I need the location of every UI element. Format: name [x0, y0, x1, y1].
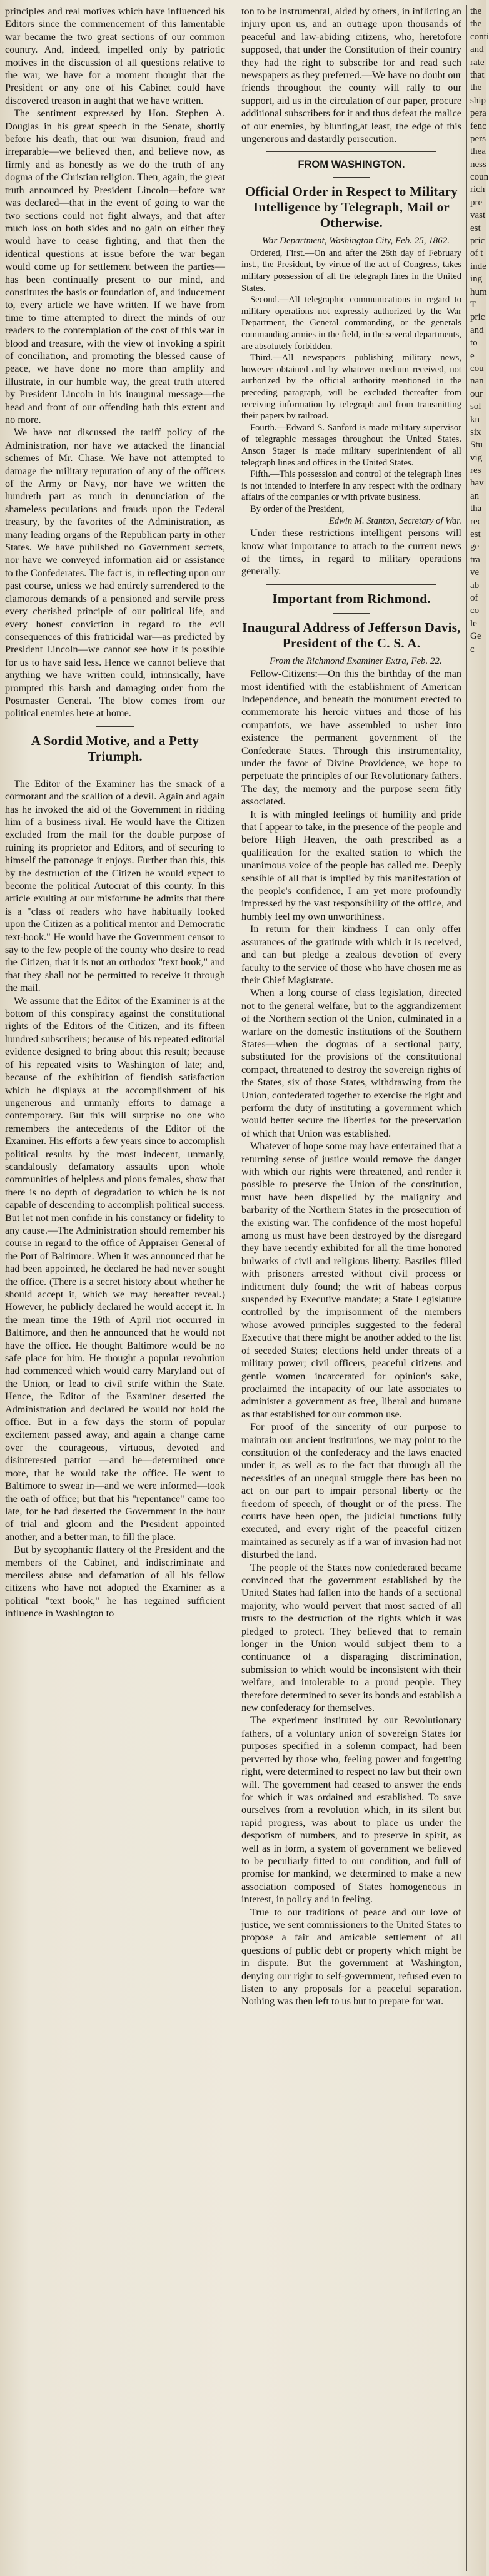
source-line: From the Richmond Examiner Extra, Feb. 22. [270, 656, 442, 666]
article-paragraph: ton to be instrumental, aided by others, in inflicting an injury upon us, and an outrage upon thousands of peaceful and law-abiding citizens, who, heretofore supposed, that under the Constitution of their country they had the right to subscribe for and read such newspapers as they preferred.—We have no doubt our friends throughout the county will rally to our support, aid us in the circulation of our paper, procure additional subscribers for it and thus defeat the malice of our enemies, by blunting,at least, the edge of this ungenerous and dastardly persecution. [241, 6, 462, 145]
edge-fragment: tha [470, 504, 482, 514]
edge-fragment: hum [470, 287, 487, 297]
order-paragraph: Second.—All telegraphic communications in regard to military operations not expressly authorized by the War Department, the General commanding, or the generals commanding armies in the field, in the several departments, are absolutely forbidden. [241, 295, 461, 352]
divider [266, 584, 436, 585]
edge-fragment: pera [470, 108, 486, 119]
edge-fragment: Ge [470, 631, 481, 642]
section-headline: A Sordid Motive, and a Petty Triumph. [31, 733, 199, 764]
right-column [241, 5, 461, 2571]
article-paragraph: But by sycophantic flattery of the President and the members of the Cabinet, and indiscriminate and merciless abuse and defamation of all his fellow citizens who have not adopted the Examiner as a political "text book," he has regained sufficient influence in Washington to [5, 1544, 225, 1620]
washington-headline: FROM WASHINGTON. [298, 159, 405, 171]
richmond-headline: Important from Richmond. [272, 591, 431, 606]
article-paragraph: The sentiment expressed by Hon. Stephen A. Douglas in his great speech in the Senate, shortly before his death, that our war disunion, fraud and irreparable—we believed then, and believe now, as firmly and as honestly as we do the truth of any dogma of the Christian religion. Then, again, the great truth announced by President Lincoln—before war was declared—that in the event of going to war the two sections could not fight always, and that after much loss on both sides and no gain on either they would have to cease fighting, and that then the identical questions at issue before the war began would come up for settlement between the parties—has been continually present to our mind, and constitutes the basis or foundation of, and inducement to, every article we have written. If we have from time to time attempted to direct the minds of our readers to the contemplation of the cost of this war in blood and treasure, with the view of invoking a spirit of conciliation, and promoting the blessed cause of peace, we have done no more than amplify and illustrate, in our humble way, the great truth uttered by President Lincoln in his inaugural message—the head and front of our offending hath this extent and no more. [5, 108, 225, 425]
edge-fragment: pre [470, 197, 483, 208]
edge-fragment: le [470, 618, 477, 629]
divider [266, 151, 436, 152]
edge-fragment: ness [470, 159, 486, 170]
article-paragraph: Whatever of hope some may have entertained that a returning sense of justice would remove the danger with which our rights were threatened, and render it possible to preserve the Union of the constitution, must have been dispelled by the malignity and barbarity of the Northern States in the prosecution of the existing war. The confidence of the most hopeful among us must have been destroyed by the disregard they have recently exhibited for all the time honored bulwarks of civil and religious liberty. Bastiles filled with prisoners arrested without civil process or indictment duly found; the writ of habeas corpus suspended by Executive mandate; a State Legislature controlled by the imprisonment of the members whose avowed principles suggested to the federal Executive that there might be another added to the list of seceded States; elections held under threats of a military power; civil officers, peaceful citizens and gentle women incarcerated for opinion's sake, proclaimed the incapacity of our late associates to administer a government as free, liberal and humane as that established for our common use. [241, 1140, 461, 1420]
edge-fragment: vast [470, 210, 486, 221]
order-headline: Official Order in Respect to Military Intelligence by Telegraph, Mail or Otherwise. [245, 184, 458, 231]
edge-fragment: ab [470, 580, 480, 591]
article-paragraph: Fellow-Citizens:—On this the birthday of the man most identified with the establishment of American Independence, and beneath the monument erected to commemorate his heroic virtues and those of his compatriots, we have assembled to usher into existence the permanent government of the Confederate States. Through this instrumentality, under the favor of Divine Providence, we hope to perpetuate the principles of our Revolutionary fathers. The day, the memory and the purpose seem fitly associated. [241, 668, 461, 808]
column-rule [466, 5, 467, 2571]
edge-fragment: pric [470, 236, 485, 246]
article-paragraph: In return for their kindness I can only offer assurances of the gratitude with which it is received, and can but pledge a zealous devotion of every faculty to the service of those who have chosen me as their Chief Magistrate. [241, 923, 461, 986]
article-paragraph: We assume that the Editor of the Examiner is at the bottom of this conspiracy against the constitutional rights of the Editors of the Citizen, and its fifteen hundred subscribers; because of his repeated editorial evidence designed to bring about this result; because of his repeated visits to Washington of late; and, because of the exhibition of fiendish satisfaction which he displays at the accomplishment of his ungenerous and unmanly efforts to damage a contemporary. But this will surprise no one who remembers the antecedents of the Editor of the Examiner. His efforts a few years since to accomplish political results by the most indecent, unmanly, scandalously defamatory assaults upon whole communities of helpless and pious females, show that there is no depth of degradation to which he is not capable of descending to accomplish political success. But let not men confide in his constancy or fidelity to any cause.—The Administration should remember his course in regard to the office of Appraiser General of the Port of Baltimore. When it was announced that he had been appointed, he declared he had never sought the office. (There is a secret history about whether he should accept it, which we may hereafter reveal.) However, he publicly declared he would accept it. In the mean time the 19th of April riot occurred in Baltimore, and then he announced that he would not have the office. He thought Baltimore would be no safe place for him. He thought a popular revolution had commenced which would carry Maryland out of the Union, or lead to civil strife within the State. Hence, the Editor of the Examiner deserted the Administration and declared he would not hold the office. But in a few days the storm of popular excitement passed away, and again a change came over the courageous, virtuous, devoted and disinterested patriot —and he—determined once more, that he would take the office. He went to Baltimore to swear in—and we were informed—took the oath of office; but that his "repentance" came too late, for he had deserted the Government in the hour of trial and gloom and the President appointed another, and a better man, to fill the place. [5, 995, 225, 1543]
edge-fragment: of t [470, 248, 483, 259]
article-paragraph: For proof of the sincerity of our purpose to maintain our ancient institutions, we may point to the constitution of the confederacy and the laws enacted under it, as well as to the fact that through all the necessities of an unequal struggle there has been no act on our part to impair personal liberty or the freedom of speech, of thought or of the press. The courts have been open, the judicial functions fully executed, and every right of the peaceful citizen maintained as securely as if a war of invasion had not disturbed the land. [241, 1421, 461, 1561]
article-paragraph: principles and real motives which have influenced his Editors since the commencement of this lamentable war became the two great sections of our common country. And, indeed, impelled only by patriotic motives in the discussion of all questions relative to the war, we have for a moment thought that the President or any one of his Cabinet could have discovered treason in aught that we have written. [5, 6, 225, 106]
edge-fragment: and [470, 44, 484, 55]
edge-fragment: est [470, 223, 481, 233]
edge-fragment: ship [470, 95, 486, 106]
edge-fragment: rate [470, 57, 485, 68]
edge-fragment: sol [470, 402, 481, 412]
edge-fragment: res [470, 465, 481, 476]
address-headline: Inaugural Address of Jefferson Davis, President of the C. S. A. [242, 619, 461, 651]
edge-fragment: e [470, 350, 475, 361]
edge-fragment: rich [470, 185, 485, 195]
divider [96, 726, 134, 727]
left-column [5, 5, 225, 2571]
article-paragraph: The Editor of the Examiner has the smack of a cormorant and the scallion of a devil. Again and again has he invoked the aid of the Government in ridding him of a business rival. He would have the Citizen excluded from the mail for the double purpose of ruining its proprietor and Editors, and of securing to himself the patronage it enjoys. Further than this, this by the destruction of the Citizen he would expect to become the political Autocrat of this county. In this article exulting at our misfortune he admits that there is a "class of readers who have habitually looked upon the Citizen as a political mentor and Democratic text-book." He would have the Government censor to say to the few people of the county who desire to read the Citizen, that it is not an orthodox "text book," and that they shall not be permitted to receive it through the mail. [5, 778, 225, 994]
article-paragraph: True to our traditions of peace and our love of justice, we sent commissioners to the United States to propose a fair and amicable settlement of all questions of public debt or property which might be in dispute. But the government at Washington, denying our right to self-government, refused even to listen to any proposals for a peaceful separation. Nothing was then left to us but to prepare for war. [241, 1906, 461, 2007]
article-paragraph: We have not discussed the tariff policy of the Administration, nor have we attacked the financial schemes of Mr. Chase. We have not attempted to damage the military reputation of any of the officers of the Army or Navy, nor have we written the hundreth part as much in denunciation of the shameless peculations and frauds upon the Federal treasury, by the favorites of the Administration, as many leading organs of the Republican party in other States. We have published no Government secrets, nor have we conveyed information aid or assistance to the Confederates. The fact is, in reflecting upon our past course, unless we had entirely surrendered to the clamorous demands of a pensioned and servile press every cherished principle of our political life, and every honest conviction in regard to the evil consequences of this fratricidal war—as predicted by President Lincoln—we cannot see how it is possible for us to have said less. Hence we cannot believe that anything we have written could, intrinsically, have prompted this harsh and damaging order from the Postmaster General. The blow comes from our political enemies here at home. [5, 427, 225, 719]
edge-fragment: thea [470, 146, 486, 157]
edge-fragment: an [470, 490, 480, 501]
edge-fragment: Stu [470, 440, 483, 450]
edge-fragment: our [470, 388, 483, 399]
edge-fragment: nan [470, 376, 484, 387]
order-paragraph: Third.—All newspapers publishing military news, however obtained and by whatever medium received, not authorized by the official authority mentioned in the preceding paragraph, will be excluded thereafter from receiving information by telegraph and from transmitting their papers by railroad. [241, 353, 461, 422]
edge-fragment: that [470, 69, 485, 80]
edge-fragment: six [470, 427, 481, 437]
edge-fragment: cou [470, 363, 484, 373]
order-paragraph: Fourth.—Edward S. Sanford is made military supervisor of telegraphic messages throughout the United States. Anson Stager is made military superintendent of all telegraph lines and offices in the United States. [241, 422, 461, 468]
edge-fragment: of [470, 592, 478, 603]
edge-fragment: and [470, 325, 484, 335]
article-paragraph: Under these restrictions intelligent persons will know what importance to attach to the current news of the times, in regard to military operations generally. [241, 527, 461, 577]
adjacent-column-fragment [470, 5, 489, 2571]
edge-fragment: est [470, 529, 481, 540]
edge-fragment: ing [470, 274, 483, 285]
edge-fragment: fenc [470, 121, 486, 131]
edge-fragment: kn [470, 414, 480, 425]
edge-fragment: pers [470, 133, 486, 144]
article-paragraph: The people of the States now confederated became convinced that the government established by the United States had fallen into the hands of a sectional majority, who would pervert that most sacred of all trusts to the destruction of the rights which it was pledged to protect. They believed that to remain longer in the Union would subject them to a continuance of a disparaging discrimination, submission to which would be inconsistent with their welfare, and intolerable to a proud people. They therefore determined to sever its bonds and establish a new confederacy for themselves. [241, 1561, 461, 1714]
edge-fragment: to [470, 338, 478, 348]
edge-fragment: c [470, 644, 475, 654]
edge-fragment: the [470, 19, 482, 29]
order-paragraph: Ordered, First.—On and after the 26th day of February inst., the President, by virtue of the act of Congress, takes military possession of all the telegraph lines in the United States. [241, 248, 461, 293]
article-paragraph: The experiment instituted by our Revolutionary fathers, of a voluntary union of sovereign States for purposes specified in a solemn compact, had been perverted by those who, feeling power and forgetting right, were determined to respect no law but their own will. The government had ceased to answer the ends for which it was ordained and established. To save ourselves from a revolution which, in its silent but rapid progress, was about to place us under the despotism of numbers, and to preserve in spirit, as well as in form, a system of government we believed to be peculiarly fitted to our condition, and full of promise for mankind, we determined to make a new association composed of States homogeneous in interest, in policy and in feeling. [241, 1715, 461, 1905]
edge-fragment: pric [470, 312, 485, 323]
order-paragraph: Fifth.—This possession and control of the telegraph lines is not intended to interfere in any respect with the ordinary affairs of the companies or with private business. [241, 469, 461, 503]
edge-fragment: co [470, 606, 480, 616]
divider [333, 177, 370, 178]
signature: Edwin M. Stanton, Secretary of War. [328, 515, 461, 526]
edge-fragment: T [470, 299, 476, 310]
edge-fragment: hav [470, 478, 484, 489]
edge-fragment: inde [470, 261, 486, 271]
dateline: War Department, Washington City, Feb. 25, 1862. [261, 236, 450, 246]
edge-fragment: the [470, 83, 482, 93]
edge-fragment: coun [470, 172, 489, 183]
article-paragraph: It is with mingled feelings of humility and pride that I appear to take, in the presence of the people and before High Heaven, the oath prescribed as a qualification for the exalted station to which the unanimous voice of the people has called me. Deeply sensible of all that is implied by this manifestation of the people's confidence, I am yet more profoundly impressed by the vast responsibility of the office, and humbly feel my own unworthiness. [241, 808, 461, 922]
edge-fragment: conti [470, 31, 489, 42]
edge-fragment: vig [470, 452, 483, 463]
edge-fragment: tra [470, 554, 480, 565]
edge-fragment: ge [470, 542, 480, 552]
article-paragraph: When a long course of class legislation, directed not to the general welfare, but to the aggrandizement of the Northern section of the Union, culminated in a warfare on the domestic institutions of the Southern States—when the dogmas of a sectional party, substituted for the provisions of the constitutional compact, threatened to destroy the sovereign rights of the States, six of those States, withdrawing from the Union, confederated together to exercise the right and perform the duty of instituting a government which would better secure the liberties for the preservation of which that Union was established. [241, 987, 461, 1139]
order-paragraph: By order of the President, [250, 504, 345, 514]
edge-fragment: ve [470, 567, 480, 578]
edge-fragment: rec [470, 516, 482, 527]
divider [333, 613, 370, 614]
edge-fragment: the [470, 6, 482, 16]
